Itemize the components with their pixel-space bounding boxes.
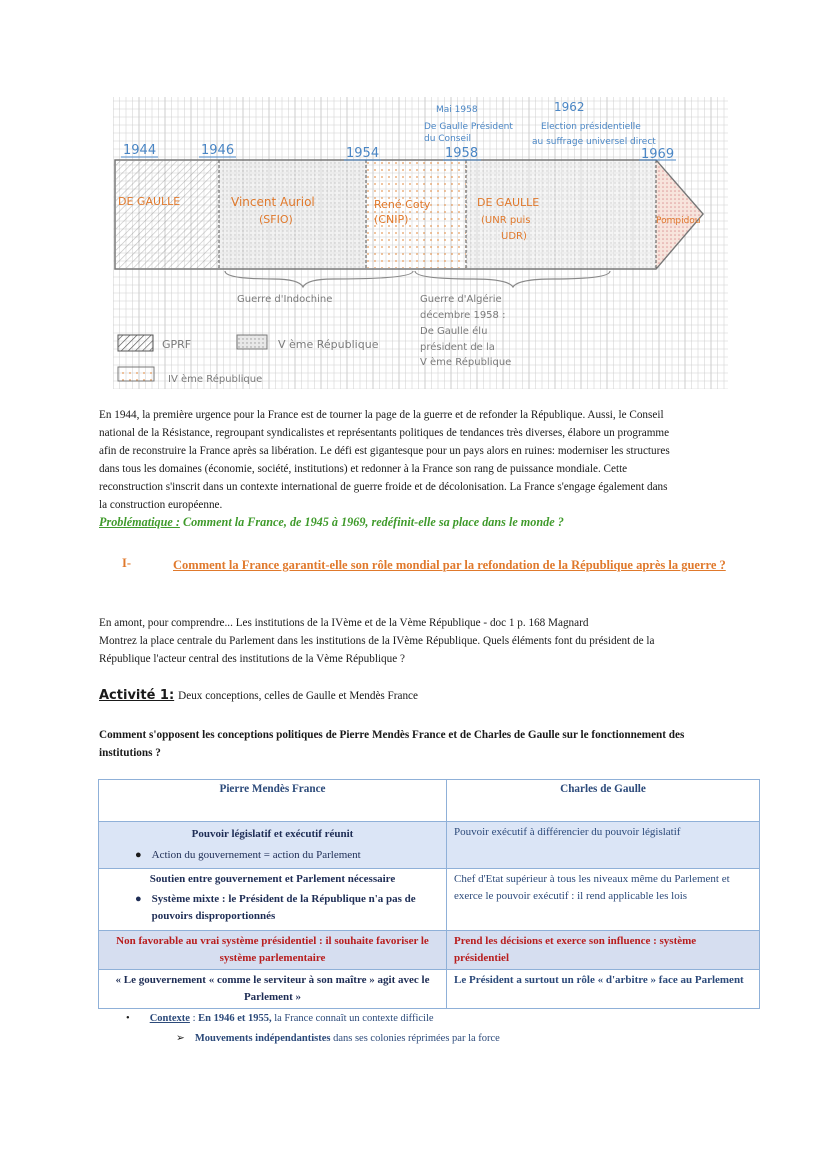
table-cell: « Le gouvernement « comme le serviteur à son maître » agit avec le Parlement »	[99, 970, 447, 1009]
president-label: DE GAULLE	[118, 195, 181, 208]
contexte-sub-text: dans ses colonies réprimées par la force	[330, 1033, 500, 1044]
legend-label: GPRF	[162, 338, 192, 351]
text-line: national de la Résistance, regroupant syndicalistes et représentants politiques de tendances très diverses, élabore un programme	[99, 427, 670, 439]
cell-bullet: Action du gouvernement = action du Parlement	[151, 849, 361, 861]
war-brace	[225, 271, 413, 287]
table-row	[99, 822, 760, 869]
table-cell: Le Président a surtout un rôle « d'arbitre » face au Parlement	[447, 970, 760, 1009]
contexte-label: Contexte	[149, 1013, 190, 1024]
activity-heading	[99, 688, 418, 703]
war-label: Guerre d'Algérie	[420, 294, 502, 305]
event-line: du Conseil	[424, 134, 471, 144]
text-line: dans tous les domaines (économie, société, institutions) et redonner à la France son rang de puissance mondiale. Cette	[99, 463, 628, 475]
section-title: Comment la France garantit-elle son rôle mondial par la refondation de la République après la guerre ?	[173, 558, 726, 572]
president-label: Pompidou	[656, 216, 701, 226]
table-cell: Chef d'Etat supérieur à tous les niveaux même du Parlement et exerce le pouvoir exécutif : il rend applicable les lois	[447, 869, 760, 931]
contexte-text: la France connaît un contexte difficile	[271, 1013, 434, 1024]
contexte-sub-bold: Mouvements indépendantistes	[194, 1033, 331, 1044]
legend-label: V ème République	[278, 338, 379, 351]
bullet-icon: •	[126, 1013, 130, 1024]
president-party: (SFIO)	[259, 213, 293, 226]
column-header: Pierre Mendès France	[99, 780, 447, 822]
president-label: René Coty	[374, 198, 431, 211]
event-line: De Gaulle Président	[424, 122, 513, 132]
legend-label: IV ème République	[168, 374, 263, 385]
text-line: République l'acteur central des institutions de la Vème République ?	[99, 653, 405, 665]
activity-label: Activité 1:	[99, 688, 175, 703]
separator: :	[189, 1013, 199, 1024]
column-header: Charles de Gaulle	[447, 780, 760, 822]
table-cell: Prend les décisions et exerce son influence : système présidentiel	[447, 931, 760, 970]
text-line: afin de reconstruire la France après sa libération. Le défi est gigantesque pour un pays alors en ruines: moderniser les structures	[99, 445, 670, 457]
intro-paragraph	[99, 406, 731, 514]
text-line: En 1944, la première urgence pour la France est de tourner la page de la guerre et de refonder la République. Aussi, le Conseil	[99, 409, 664, 421]
war-label: De Gaulle élu	[420, 326, 488, 337]
contexte-bold: En 1946 et 1955,	[198, 1013, 272, 1024]
cell-bullet: Système mixte : le Président de la République n'a pas de pouvoirs disproportionnés	[151, 893, 416, 922]
cell-title: Pouvoir législatif et exécutif réunit	[191, 828, 354, 840]
president-party: (CNIP)	[374, 213, 409, 226]
section-number: I-	[122, 556, 132, 570]
president-label: DE GAULLE	[477, 196, 540, 209]
arrow-icon: ➢	[176, 1033, 185, 1044]
text-line: Montrez la place centrale du Parlement dans les institutions de la IVème République. Quels éléments font du président de la	[99, 635, 655, 647]
cell-title: Soutien entre gouvernement et Parlement nécessaire	[149, 873, 396, 885]
event-line: au suffrage universel direct	[532, 137, 656, 147]
contexte-subline	[176, 1032, 500, 1044]
comparison-table	[98, 779, 760, 1009]
year-label: 1944	[123, 143, 157, 158]
event-title: Mai 1958	[436, 105, 478, 115]
amont-paragraph	[99, 614, 739, 668]
war-label: président de la	[420, 342, 495, 353]
table-row	[99, 931, 760, 970]
question: Comment s'opposent les conceptions politiques de Pierre Mendès France et de Charles de Gaulle sur le fonctionnement des institutions ?	[99, 729, 685, 759]
text-line: la construction européenne.	[99, 499, 223, 511]
text-line: En amont, pour comprendre... Les institutions de la IVème et de la Vème République - doc 1 p. 168 Magnard	[99, 617, 589, 629]
year-label: 1969	[641, 147, 675, 162]
table-cell: Non favorable au vrai système présidentiel : il souhaite favoriser le système parlementaire	[99, 931, 447, 970]
year-label: 1954	[346, 146, 380, 161]
table-row	[99, 970, 760, 1009]
president-party: (UNR puis	[481, 215, 531, 226]
president-party: UDR)	[501, 231, 527, 242]
bullet-icon: ●	[135, 893, 142, 905]
year-label: 1958	[445, 146, 479, 161]
war-label: décembre 1958 :	[420, 310, 506, 321]
year-label: 1946	[201, 143, 235, 158]
problematique-label: Problématique :	[99, 515, 180, 529]
event-line: Election présidentielle	[541, 122, 641, 132]
table-header-row	[99, 780, 760, 822]
president-label: Vincent Auriol	[231, 195, 315, 209]
war-label: V ème République	[420, 357, 512, 368]
timeline-arrow	[115, 160, 703, 269]
problematique	[99, 515, 739, 530]
event-title: 1962	[554, 100, 585, 114]
contexte-line	[126, 1013, 434, 1024]
text-line: reconstruction s'inscrit dans un contexte international de guerre froide et de décolonisation. La France s'engage également dans	[99, 481, 668, 493]
timeline-figure	[113, 97, 728, 389]
activity-text: Deux conceptions, celles de Gaulle et Mendès France	[178, 690, 418, 702]
problematique-text: Comment la France, de 1945 à 1969, redéfinit-elle sa place dans le monde ?	[179, 515, 564, 529]
table-row	[99, 869, 760, 931]
table-cell: Pouvoir exécutif à différencier du pouvoir législatif	[447, 822, 760, 869]
war-label: Guerre d'Indochine	[237, 294, 333, 305]
bullet-icon: ●	[135, 849, 142, 861]
legend	[118, 335, 379, 385]
